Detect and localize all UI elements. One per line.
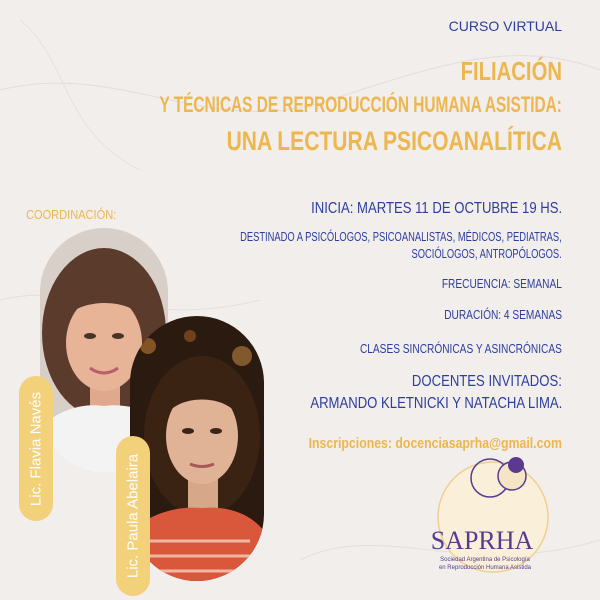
course-title-line-3: UNA LECTURA PSICOANALÍTICA — [226, 126, 562, 156]
logo-subtitle-1: Sociedad Argentina de Psicología — [440, 557, 530, 563]
classes-text: CLASES SINCRÓNICAS Y ASINCRÓNICAS — [360, 341, 562, 356]
coordinator-name-1: Lic. Flavia Navés — [27, 391, 45, 506]
coordinator-name-pill-2 — [116, 436, 150, 596]
frequency-text: FRECUENCIA: SEMANAL — [441, 276, 562, 291]
registration-email[interactable]: Inscripciones: docenciasaprha@gmail.com — [308, 435, 562, 452]
logo-name: SAPRHA — [430, 526, 534, 555]
guest-teachers-label: DOCENTES INVITADOS: — [412, 373, 562, 390]
audience-line-2: SOCIÓLOGOS, ANTROPÓLOGOS. — [411, 246, 562, 261]
coordinator-name-2: Lic. Paula Abelaira — [124, 453, 142, 579]
duration-text: DURACIÓN: 4 SEMANAS — [444, 307, 562, 322]
start-date: INICIA: MARTES 11 DE OCTUBRE 19 HS. — [310, 200, 562, 217]
course-title-line-2: Y TÉCNICAS DE REPRODUCCIÓN HUMANA ASISTIDA: — [159, 92, 562, 117]
guest-teachers-names: ARMANDO KLETNICKI Y NATACHA LIMA. — [309, 395, 562, 412]
saprha-logo — [414, 452, 564, 592]
coordination-label: COORDINACIÓN: — [26, 207, 117, 222]
coordinator-name-pill-1 — [19, 376, 53, 521]
audience-line-1: DESTINADO A PSICÓLOGOS, PSICOANALISTAS, MÉDICOS, PEDIATRAS, — [240, 229, 562, 244]
course-title-line-1: FILIACIÓN — [460, 56, 562, 86]
course-type-label: CURSO VIRTUAL — [448, 18, 562, 34]
logo-subtitle-2: en Reproducción Humana Asistida — [438, 565, 532, 571]
logo-circles-icon — [414, 452, 564, 592]
coordinator-photo-2 — [130, 316, 264, 581]
